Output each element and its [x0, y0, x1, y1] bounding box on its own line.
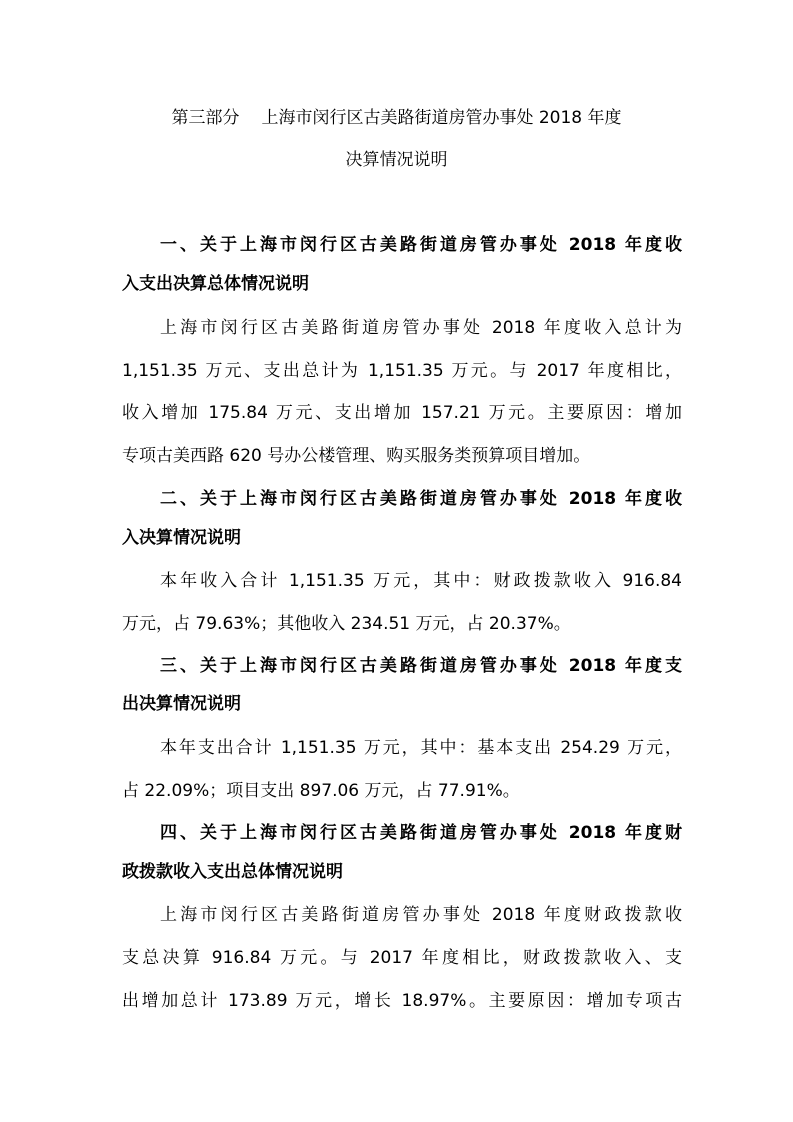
section-2-paragraph-line-1: 本年收入合计 1,151.35 万元，其中：财政拨款收入 916.84	[160, 571, 682, 591]
section-4-paragraph-line-2: 支总决算 916.84 万元。与 2017 年度相比，财政拨款收入、支	[122, 948, 682, 968]
section-2-heading-line-2: 入决算情况说明	[122, 528, 241, 548]
page-title	[0, 106, 793, 130]
title-organization: 上海市闵行区古美路街道房管办事处 2018 年度	[261, 108, 622, 128]
section-3-heading-line-2: 出决算情况说明	[122, 694, 241, 714]
section-3-paragraph-line-2: 占 22.09%；项目支出 897.06 万元，占 77.91%。	[122, 781, 520, 801]
section-4-heading-line-1: 四、关于上海市闵行区古美路街道房管办事处 2018 年度财	[160, 823, 682, 843]
section-1-heading-line-2: 入支出决算总体情况说明	[122, 274, 309, 294]
section-1-paragraph-line-1: 上海市闵行区古美路街道房管办事处 2018 年度收入总计为	[160, 318, 682, 338]
section-3-paragraph-line-1: 本年支出合计 1,151.35 万元，其中：基本支出 254.29 万元，	[160, 738, 682, 758]
title-part-label: 第三部分	[171, 108, 240, 128]
section-4-paragraph-line-3: 出增加总计 173.89 万元，增长 18.97%。主要原因：增加专项古	[122, 991, 682, 1011]
section-3-heading-line-1: 三、关于上海市闵行区古美路街道房管办事处 2018 年度支	[160, 656, 682, 676]
section-4-paragraph-line-1: 上海市闵行区古美路街道房管办事处 2018 年度财政拨款收	[160, 905, 682, 925]
section-2-heading-line-1: 二、关于上海市闵行区古美路街道房管办事处 2018 年度收	[160, 489, 682, 509]
section-1-paragraph-line-3: 收入增加 175.84 万元、支出增加 157.21 万元。主要原因：增加	[122, 403, 682, 423]
page-subtitle: 决算情况说明	[345, 150, 448, 170]
section-1-paragraph-line-2: 1,151.35 万元、支出总计为 1,151.35 万元。与 2017 年度相比，	[122, 361, 682, 381]
section-2-paragraph-line-2: 万元，占 79.63%；其他收入 234.51 万元，占 20.37%。	[122, 614, 571, 634]
section-4-heading-line-2: 政拨款收入支出总体情况说明	[122, 862, 343, 882]
section-1-heading-line-1: 一、关于上海市闵行区古美路街道房管办事处 2018 年度收	[160, 235, 682, 255]
section-1-paragraph-line-4: 专项古美西路 620 号办公楼管理、购买服务类预算项目增加。	[122, 446, 591, 466]
